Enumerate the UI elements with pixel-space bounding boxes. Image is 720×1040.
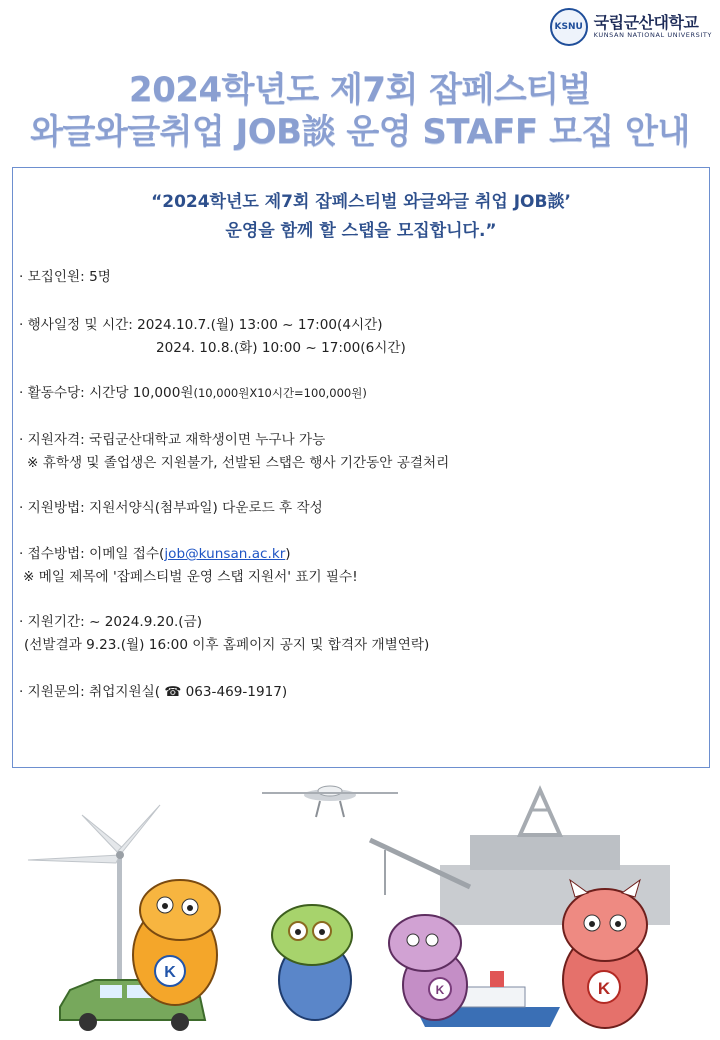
mascot-red-letter: K [597,979,611,998]
logo-name-korean: 국립군산대학교 [593,13,699,33]
mascot-illustration [0,775,720,1040]
page-title-line2: 와글와글취업 JOB談 운영 STAFF 모집 안내 [30,112,690,152]
apply-method: · 지원방법: 지원서양식(첨부파일) 다운로드 후 작성 [19,500,323,516]
page-title-line1: 2024학년도 제7회 잡페스티벌 [129,70,591,110]
submit-method [19,542,291,562]
university-seal-icon: KSNU [550,8,588,46]
contact-info: · 지원문의: 취업지원실( ☎ 063-469-1917) [19,684,288,700]
mascot-green-icon [272,905,352,1020]
apply-period-note: (선발결과 9.23.(월) 16:00 이후 홈페이지 공지 및 합격자 개별연락) [24,637,430,653]
qualification-note: ※ 휴학생 및 졸업생은 지원불가, 선발된 스탭은 행사 기간동안 공결처리 [27,455,450,471]
pay-info [19,381,367,401]
mascot-red-icon [563,880,647,1028]
pay-text: · 활동수당: 시간당 10,000원 [19,385,194,401]
pay-calc-note: (10,000원X10시간=100,000원) [193,386,367,400]
mascot-orange-letter: K [164,964,176,981]
apply-period: · 지원기간: ~ 2024.9.20.(금) [19,614,203,630]
mascot-orange-icon [133,880,220,1005]
email-link[interactable]: job@kunsan.ac.kr [164,546,286,562]
info-panel [12,167,710,768]
schedule-day2: 2024. 10.8.(화) 10:00 ~ 17:00(6시간) [156,340,406,356]
recruit-count: · 모집인원: 5명 [19,269,111,285]
quote-line2: 운영을 함께 할 스탭을 모집합니다.” [225,221,497,241]
mascot-purple-letter: K [435,983,445,997]
schedule-day1: · 행사일정 및 시간: 2024.10.7.(월) 13:00 ~ 17:00(4시간) [19,317,383,333]
quote-line1: “2024학년도 제7회 잡페스티벌 와글와글 취업 JOB談’ [151,192,571,212]
mascot-purple-icon [389,915,467,1020]
submit-note: ※ 메일 제목에 '잡페스티벌 운영 스탭 지원서' 표기 필수! [23,569,358,585]
qualification: · 지원자격: 국립군산대학교 재학생이면 누구나 가능 [19,432,326,448]
logo-name-english: KUNSAN NATIONAL UNIVERSITY [593,30,712,39]
submit-prefix: · 접수방법: 이메일 접수( [19,546,165,562]
submit-suffix: ) [285,546,291,562]
drone-icon [262,786,398,817]
university-logo [550,8,712,46]
